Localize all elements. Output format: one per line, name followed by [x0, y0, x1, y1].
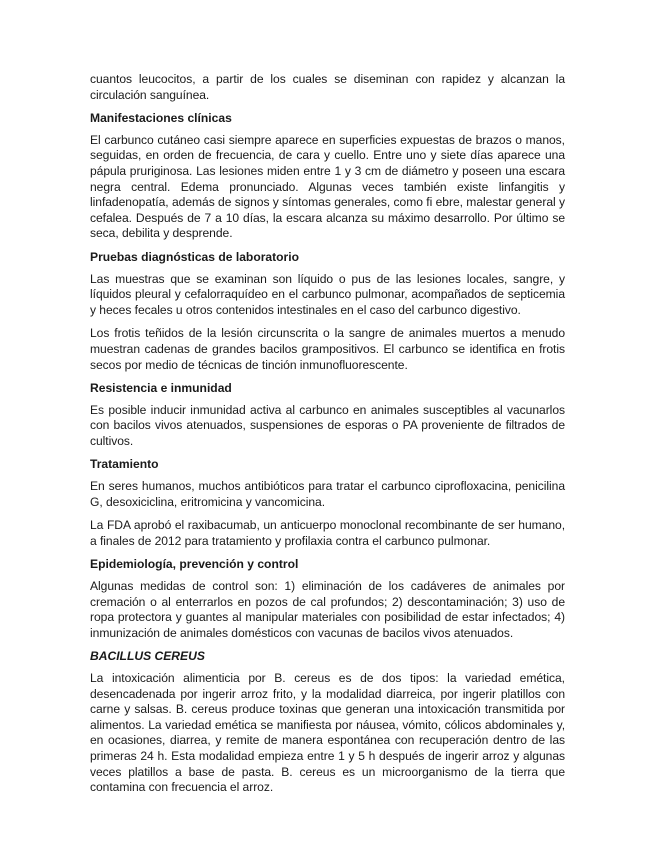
paragraph-inmunidad: Es posible inducir inmunidad activa al carbunco en animales susceptibles al vacunarlos con bacilos vivos atenuados, suspensiones de esporas o PA proveniente de filtrados de cultivos. — [90, 402, 565, 448]
heading-pruebas-diagnosticas: Pruebas diagnósticas de laboratorio — [90, 249, 300, 264]
heading-resistencia-inmunidad: Resistencia e inmunidad — [90, 381, 232, 396]
paragraph-bacillus-cereus: La intoxicación alimenticia por B. cereus es de dos tipos: la variedad emética, desencadenada por ingerir arroz frito, y la modalidad diarreica, por ingerir platillos con carne y salsas. B. cereus produce toxinas que generan una intoxicación transmitida por alimentos. La variedad emética se manifiesta por náusea, vómito, cólicos abdominales y, en ocasiones, diarrea, y remite de manera espontánea con recuperación dentro de las primeras 24 h. Esta modalidad empieza entre 1 y 5 h después de ingerir arroz y algunas veces platillos a base de pasta. B. cereus es un microorganismo de la tierra que contamina con frecuencia el arroz. — [90, 671, 565, 795]
paragraph-manifestaciones: El carbunco cutáneo casi siempre aparece en superficies expuestas de brazos o manos, seguidas, en orden de frecuencia, de cara y cuello. Entre uno y siete días aparece una pápula pruriginosa. Las lesiones miden entre 1 y 3 cm de diámetro y poseen una escara negra central. Edema pronunciado. Algunas veces también existe linfangitis y linfadenopatía, además de signos y síntomas generales, como fi ebre, malestar general y cefalea. Después de 7 a 10 días, la escara alcanza su máximo desarrollo. Por último se seca, debilita y desprende. — [90, 132, 565, 241]
paragraph-medidas-control: Algunas medidas de control son: 1) eliminación de los cadáveres de animales por cremación o al enterrarlos en pozos de cal profundos; 2) descontaminación; 3) uso de ropa protectora y guantes al manipular materiales con posibilidad de estar infectados; 4) inmunización de animales domésticos con vacunas de bacilos vivos atenuados. — [90, 579, 565, 640]
paragraph-intro-continuation: cuantos leucocitos, a partir de los cuales se diseminan con rapidez y alcanzan la circulación sanguínea. — [90, 72, 565, 102]
document-page — [90, 72, 565, 804]
heading-bacillus-cereus: BACILLUS CEREUS — [90, 649, 205, 664]
paragraph-frotis: Los frotis teñidos de la lesión circunscrita o la sangre de animales muertos a menudo muestran cadenas de grandes bacilos grampositivos. El carbunco se identifica en frotis secos por medio de técnicas de tinción inmunofluorescente. — [90, 326, 565, 372]
heading-tratamiento: Tratamiento — [90, 457, 159, 472]
heading-epidemiologia: Epidemiología, prevención y control — [90, 557, 299, 572]
paragraph-raxibacumab: La FDA aprobó el raxibacumab, un anticuerpo monoclonal recombinante de ser humano, a finales de 2012 para tratamiento y profilaxia contra el carbunco pulmonar. — [90, 518, 565, 548]
paragraph-muestras: Las muestras que se examinan son líquido o pus de las lesiones locales, sangre, y líquidos pleural y cefalorraquídeo en el carbunco pulmonar, acompañados de septicemia y heces fecales u otros contenidos intestinales en el caso del carbunco digestivo. — [90, 271, 565, 317]
paragraph-antibioticos: En seres humanos, muchos antibióticos para tratar el carbunco ciprofloxacina, penicilina G, desoxiciclina, eritromicina y vancomicina. — [90, 479, 565, 509]
heading-manifestaciones-clinicas: Manifestaciones clínicas — [90, 111, 232, 126]
